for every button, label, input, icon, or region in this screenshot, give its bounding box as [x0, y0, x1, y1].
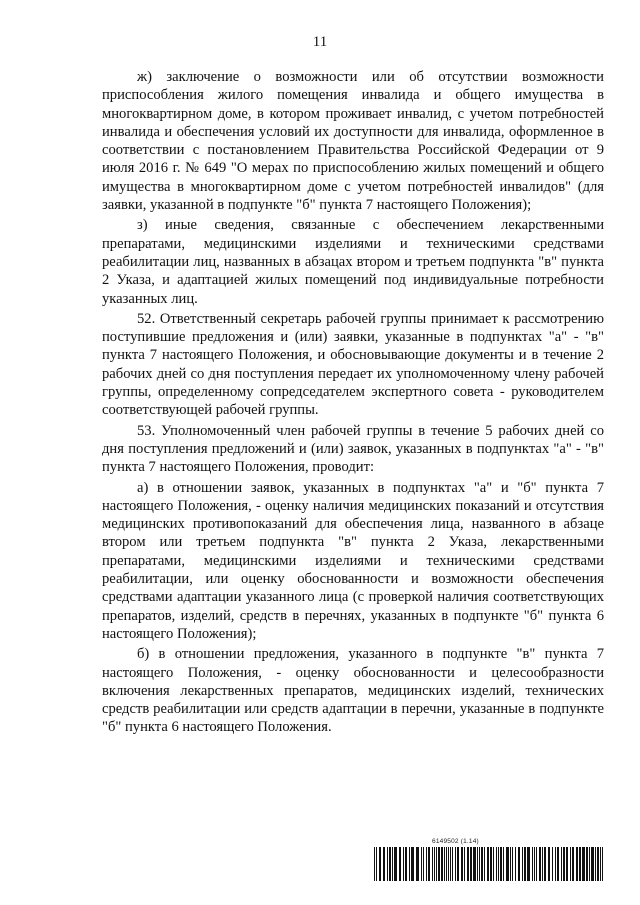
barcode-bar [448, 847, 449, 881]
barcode-bar [518, 847, 520, 881]
barcode-bar [524, 847, 526, 881]
barcode-bar [561, 847, 562, 881]
barcode-bar [434, 847, 435, 881]
barcode-bar [563, 847, 565, 881]
barcode-bar [552, 847, 553, 881]
barcode-bar [591, 847, 594, 881]
barcode-bar [510, 847, 511, 881]
barcode-bar [409, 847, 410, 881]
barcode-label: 6149502 (1.14) [432, 838, 479, 845]
barcode-bar [503, 847, 504, 881]
barcode-bar [423, 847, 424, 881]
barcode-bar [394, 847, 397, 881]
paragraph-b-proposal: б) в отношении предложения, указанного в подпункте "в" пункта 7 настоящего Положения, - оценку обоснованности и целесообразности включения лекарственных препаратов, медицинских изделий, технических средств реабилитации или средств адаптации в перечни, указанные в подпункте "б" пункта 6 настоящего Положения. [102, 646, 604, 736]
barcode-bar [555, 847, 556, 881]
barcode-bar [411, 847, 414, 881]
barcode-bar [534, 847, 535, 881]
barcode-bar [576, 847, 578, 881]
barcode-bar [432, 847, 433, 881]
barcode-bar [452, 847, 453, 881]
barcode-bar [496, 847, 497, 881]
barcode-bar [477, 847, 478, 881]
barcode-bar [490, 847, 492, 881]
paragraph-z-other-info: з) иные сведения, связанные с обеспечением лекарственными препаратами, медицинскими изделиями и техническими средствами реабилитации лиц, названных в абзацах втором и третьем подпункта "в" пункта 2 Указа, и адаптацией жилых помещений под индивидуальные потребности указанных лиц. [102, 217, 604, 307]
paragraph-53-member: 53. Уполномоченный член рабочей группы в течение 5 рабочих дней со дня поступления предложений и (или) заявок, указанных в подпунктах "а" - "в" пункта 7 настоящего Положения, проводит: [102, 422, 604, 476]
barcode-bar [589, 847, 590, 881]
barcode-bar [376, 847, 377, 881]
barcode-bar [481, 847, 483, 881]
barcode-bar [467, 847, 469, 881]
barcode-bar [383, 847, 385, 881]
barcode-bar [487, 847, 489, 881]
barcode-bar [428, 847, 430, 881]
barcode-bar [570, 847, 571, 881]
paragraph-52-secretary: 52. Ответственный секретарь рабочей группы принимает к рассмотрению поступившие предложения и (или) заявки, указанные в подпунктах "а" - "в" пункта 7 настоящего Положения, и обосновывающие документы и в течение 2 рабочих дней со дня поступления передает их уполномоченному члену рабочей группы, определенному сопредседателем экспертного совета - руководителем соответствующей рабочей группы. [102, 310, 604, 419]
barcode-bar [446, 847, 447, 881]
paragraph-zh-conclusion: ж) заключение о возможности или об отсутствии возможности приспособления жилого помещения инвалида и общего имущества в многоквартирном доме, в котором проживает инвалид, с учетом потребностей инвалида и обеспечения условий их доступности для инвалида, оформленное в соответствии с постановлением Правительства Российской Федерации от 9 июля 2016 г. № 649 "О мерах по приспособлению жилых помещений и общего имущества в многоквартирном доме с учетом потребностей инвалидов" (для заявки, указанной в подпункте "б" пункта 7 настоящего Положения); [102, 69, 604, 214]
barcode-bar [438, 847, 440, 881]
barcode-bar [455, 847, 456, 881]
barcode-bar [450, 847, 451, 881]
barcode-bar [493, 847, 494, 881]
barcode-bar [436, 847, 437, 881]
page-number: 11 [312, 34, 328, 50]
barcode-bar [572, 847, 574, 881]
barcode-bar [479, 847, 480, 881]
barcode [374, 847, 604, 881]
barcode-bar [542, 847, 543, 881]
barcode-bar [597, 847, 599, 881]
barcode-bar [444, 847, 445, 881]
barcode-bar [515, 847, 516, 881]
barcode-bar [498, 847, 499, 881]
barcode-bar [441, 847, 443, 881]
paragraph-a-applications: а) в отношении заявок, указанных в подпунктах "а" и "б" пункта 7 настоящего Положения, - оценку наличия медицинских показаний и отсутствия медицинских противопоказаний для обеспечения лица, названного в абзаце втором или третьем подпункта "в" пункта 2 Указа, лекарственными препаратами, медицинскими изделиями и техническими средствами реабилитации, или оценку обоснованности и возможности обеспечения средствами адаптации указанного лица (с проверкой наличия соответствующих препаратов, изделий, средств в перечнях, указанных в подпункте "б" пункта 6 настоящего Положения); [102, 479, 604, 642]
barcode-bar [421, 847, 422, 881]
barcode-bar [387, 847, 388, 881]
barcode-bar [399, 847, 401, 881]
barcode-bar [426, 847, 427, 881]
barcode-bar [536, 847, 537, 881]
barcode-bar [470, 847, 472, 881]
barcode-bar [566, 847, 568, 881]
barcode-bar [403, 847, 404, 881]
barcode-bar [464, 847, 465, 881]
barcode-bar [548, 847, 550, 881]
barcode-bar [457, 847, 459, 881]
barcode-bar [512, 847, 513, 881]
barcode-bar [416, 847, 419, 881]
barcode-bar [527, 847, 530, 881]
barcode-bar [379, 847, 381, 881]
barcode-bar [582, 847, 585, 881]
barcode-bar [522, 847, 523, 881]
barcode-bar [473, 847, 476, 881]
barcode-bar [557, 847, 559, 881]
barcode-bar [374, 847, 375, 881]
barcode-bar [602, 847, 603, 881]
barcode-bar [579, 847, 581, 881]
barcode-bar [595, 847, 596, 881]
barcode-bar [544, 847, 546, 881]
barcode-bar [392, 847, 393, 881]
barcode-bar [506, 847, 509, 881]
barcode-bar [586, 847, 588, 881]
barcode-bar [484, 847, 485, 881]
barcode-bar [532, 847, 533, 881]
barcode-bar [500, 847, 502, 881]
document-body [102, 68, 604, 737]
barcode-bar [461, 847, 463, 881]
barcode-bar [600, 847, 601, 881]
barcode-bar [539, 847, 541, 881]
barcode-bar [405, 847, 407, 881]
barcode-bar [389, 847, 391, 881]
